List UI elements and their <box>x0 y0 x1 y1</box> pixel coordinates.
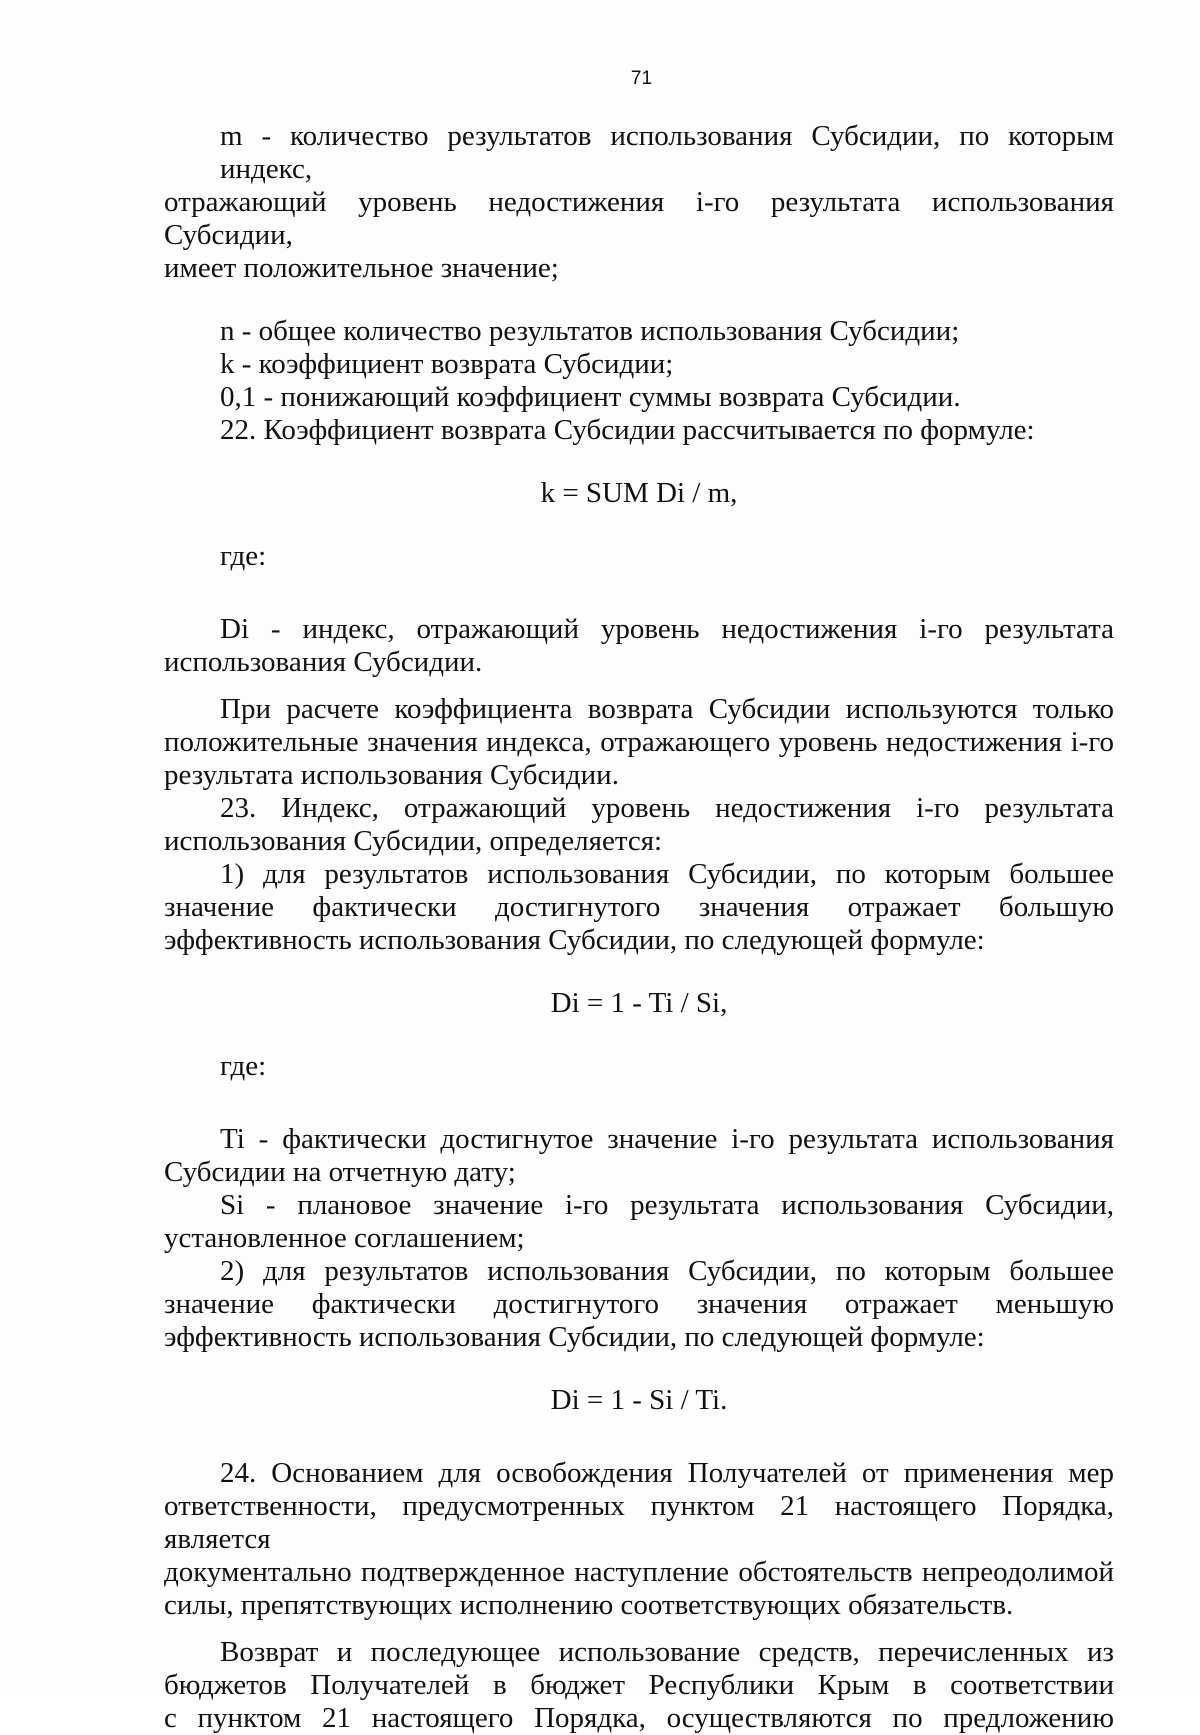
paragraph-refund <box>164 1636 1114 1735</box>
text-line: При расчете коэффициента возврата Субсидии используются только <box>220 693 1114 725</box>
text-line: силы, препятствующих исполнению соответствующих обязательств. <box>164 1589 1014 1621</box>
document-body <box>164 120 1114 1735</box>
paragraph-di-definition <box>164 613 1114 679</box>
paragraph-si-definition <box>164 1189 1114 1255</box>
formula-di-1: Di = 1 - Ti / Si, <box>550 987 728 1019</box>
text-line: установленное соглашением; <box>164 1222 525 1254</box>
text-line: результата использования Субсидии. <box>164 759 619 791</box>
text-line: ответственности, предусмотренных пунктом 21 настоящего Порядка, является <box>164 1490 1114 1555</box>
text-line: Di - индекс, отражающий уровень недостижения i-го результата <box>220 613 1114 645</box>
text-line: 24. Основанием для освобождения Получателей от применения мер <box>220 1457 1114 1489</box>
where-label: где: <box>220 540 267 572</box>
paragraph-ti-definition <box>164 1123 1114 1189</box>
text-line: эффективность использования Субсидии, по следующей формуле: <box>164 1321 985 1353</box>
formula-di-2: Di = 1 - Si / Ti. <box>550 1384 728 1416</box>
page-number: 71 <box>630 68 653 89</box>
text-line: значение фактически достигнутого значения отражает меньшую <box>164 1288 1114 1320</box>
text-line: эффективность использования Субсидии, по следующей формуле: <box>164 924 985 956</box>
text-line: с пунктом 21 настоящего Порядка, осуществляются по предложению <box>164 1702 1114 1734</box>
text-line: отражающий уровень недостижения i-го результата использования Субсидии, <box>164 186 1114 251</box>
paragraph-calc-note <box>164 693 1114 792</box>
text-line: имеет положительное значение; <box>164 252 559 284</box>
text-line: 2) для результатов использования Субсидии, по которым большее <box>220 1255 1114 1287</box>
text-line: бюджетов Получателей в бюджет Республики Крым в соответствии <box>164 1669 1114 1701</box>
text-line: Si - плановое значение i-го результата использования Субсидии, <box>220 1189 1114 1221</box>
text-line: положительные значения индекса, отражающего уровень недостижения i-го <box>164 726 1114 758</box>
where-label: где: <box>220 1050 267 1082</box>
paragraph-item-23 <box>164 792 1114 858</box>
text-line: документально подтвержденное наступление обстоятельств непреодолимой <box>164 1556 1114 1588</box>
paragraph-case-1 <box>164 858 1114 957</box>
paragraph-m-definition <box>164 120 1114 285</box>
text-line: значение фактически достигнутого значения отражает большую <box>164 891 1114 923</box>
paragraph-case-2 <box>164 1255 1114 1354</box>
text-line: 1) для результатов использования Субсидии, по которым большее <box>220 858 1114 890</box>
text-line: 23. Индекс, отражающий уровень недостижения i-го результата <box>220 792 1114 824</box>
paragraph-n-definition: n - общее количество результатов использования Субсидии; <box>220 315 960 347</box>
text-line: использования Субсидии, определяется: <box>164 825 663 857</box>
text-line: Ti - фактически достигнутое значение i-го результата использования <box>220 1123 1114 1155</box>
text-line: Возврат и последующее использование средств, перечисленных из <box>220 1636 1114 1668</box>
paragraph-reduce-coefficient: 0,1 - понижающий коэффициент суммы возврата Субсидии. <box>220 381 961 413</box>
paragraph-k-definition: k - коэффициент возврата Субсидии; <box>220 348 674 380</box>
text-line: использования Субсидии. <box>164 646 483 678</box>
formula-k: k = SUM Di / m, <box>540 477 738 509</box>
text-line: Субсидии на отчетную дату; <box>164 1156 516 1188</box>
text-line: m - количество результатов использования Субсидии, по которым индекс, <box>220 120 1114 185</box>
paragraph-item-24 <box>164 1457 1114 1622</box>
paragraph-item-22: 22. Коэффициент возврата Субсидии рассчитывается по формуле: <box>220 414 1035 446</box>
